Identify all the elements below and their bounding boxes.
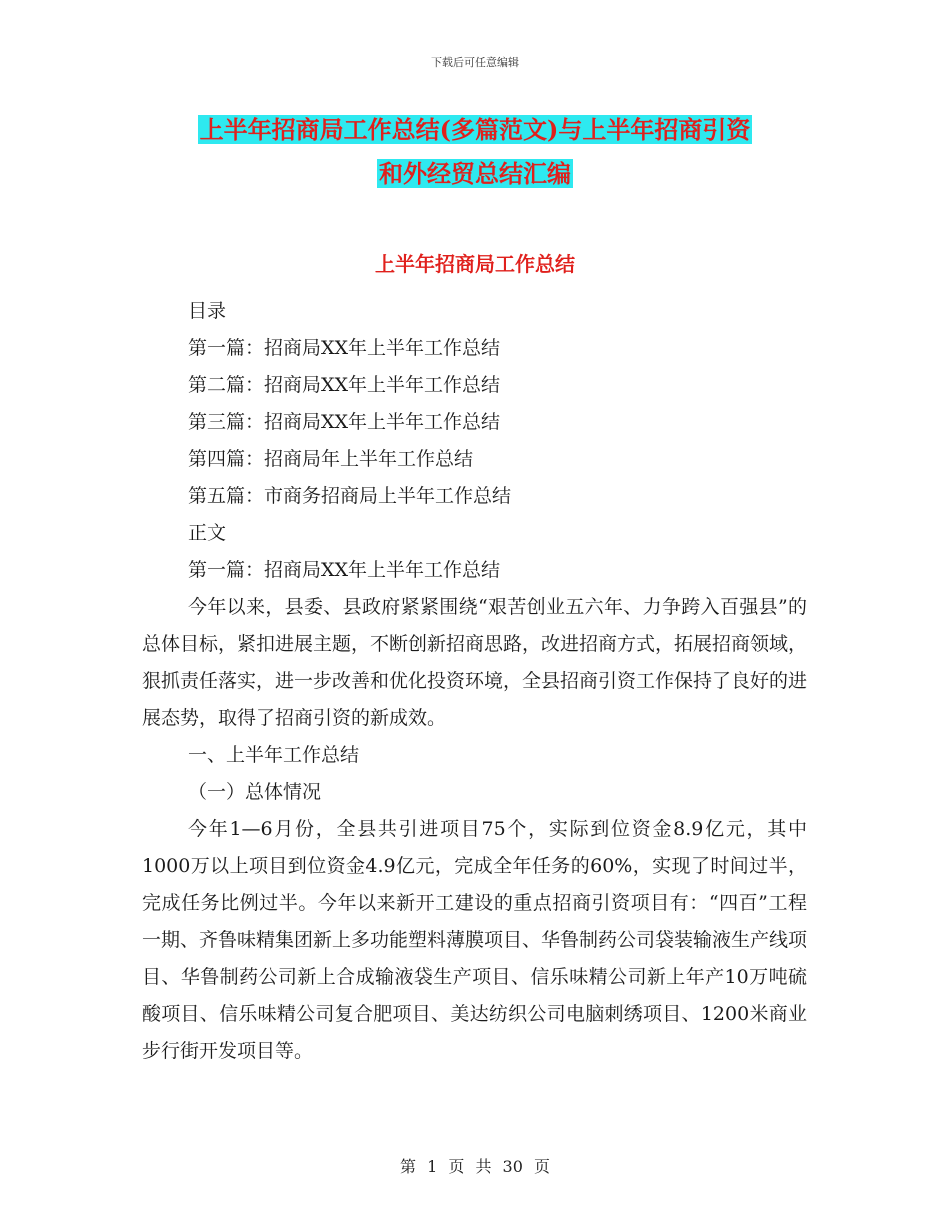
document-title-line2: 和外经贸总结汇编 (379, 159, 571, 188)
page-footer: 第 1 页 共 30 页 (400, 1157, 550, 1176)
header-note: 下载后可任意编辑 (431, 56, 519, 69)
document-title-line1: 上半年招商局工作总结(多篇范文)与上半年招商引资 (199, 115, 751, 144)
subheading-2: （一）总体情况 (188, 781, 322, 803)
chapter-title: 第一篇：招商局XX年上半年工作总结 (188, 559, 501, 581)
toc-item-2: 第二篇：招商局XX年上半年工作总结 (188, 374, 501, 396)
toc-item-4: 第四篇：招商局年上半年工作总结 (188, 448, 474, 470)
body-paragraph-1: 今年以来，县委、县政府紧紧围绕“艰苦创业五六年、力争跨入百强县”的总体目标，紧扣进展主题，不断创新招商思路，改进招商方式，拓展招商领域，狠抓责任落实，进一步改善和优化投资环境，全县招商引资工作保持了良好的进展态势，取得了招商引资的新成效。 (142, 596, 808, 729)
body-heading: 正文 (188, 522, 227, 544)
body-paragraph-2: 今年1—6月份，全县共引进项目75个，实际到位资金8.9亿元，其中1000万以上项目到位资金4.9亿元，完成全年任务的60%，实现了时间过半，完成任务比例过半。今年以来新开工建设的重点招商引资项目有：“四百”工程一期、齐鲁味精集团新上多功能塑料薄膜项目、华鲁制药公司袋装输液生产线项目、华鲁制药公司新上合成输液袋生产项目、信乐味精公司新上年产10万吨硫酸项目、信乐味精公司复合肥项目、美达纺织公司电脑刺绣项目、1200米商业步行街开发项目等。 (142, 818, 808, 1062)
toc-heading: 目录 (188, 300, 227, 322)
toc-item-5: 第五篇：市商务招商局上半年工作总结 (188, 485, 512, 507)
toc-item-1: 第一篇：招商局XX年上半年工作总结 (188, 337, 501, 359)
toc-item-3: 第三篇：招商局XX年上半年工作总结 (188, 411, 501, 433)
subheading-1: 一、上半年工作总结 (188, 744, 360, 766)
section-title: 上半年招商局工作总结 (375, 252, 575, 276)
document-title (140, 108, 810, 196)
table-of-contents (188, 293, 511, 589)
